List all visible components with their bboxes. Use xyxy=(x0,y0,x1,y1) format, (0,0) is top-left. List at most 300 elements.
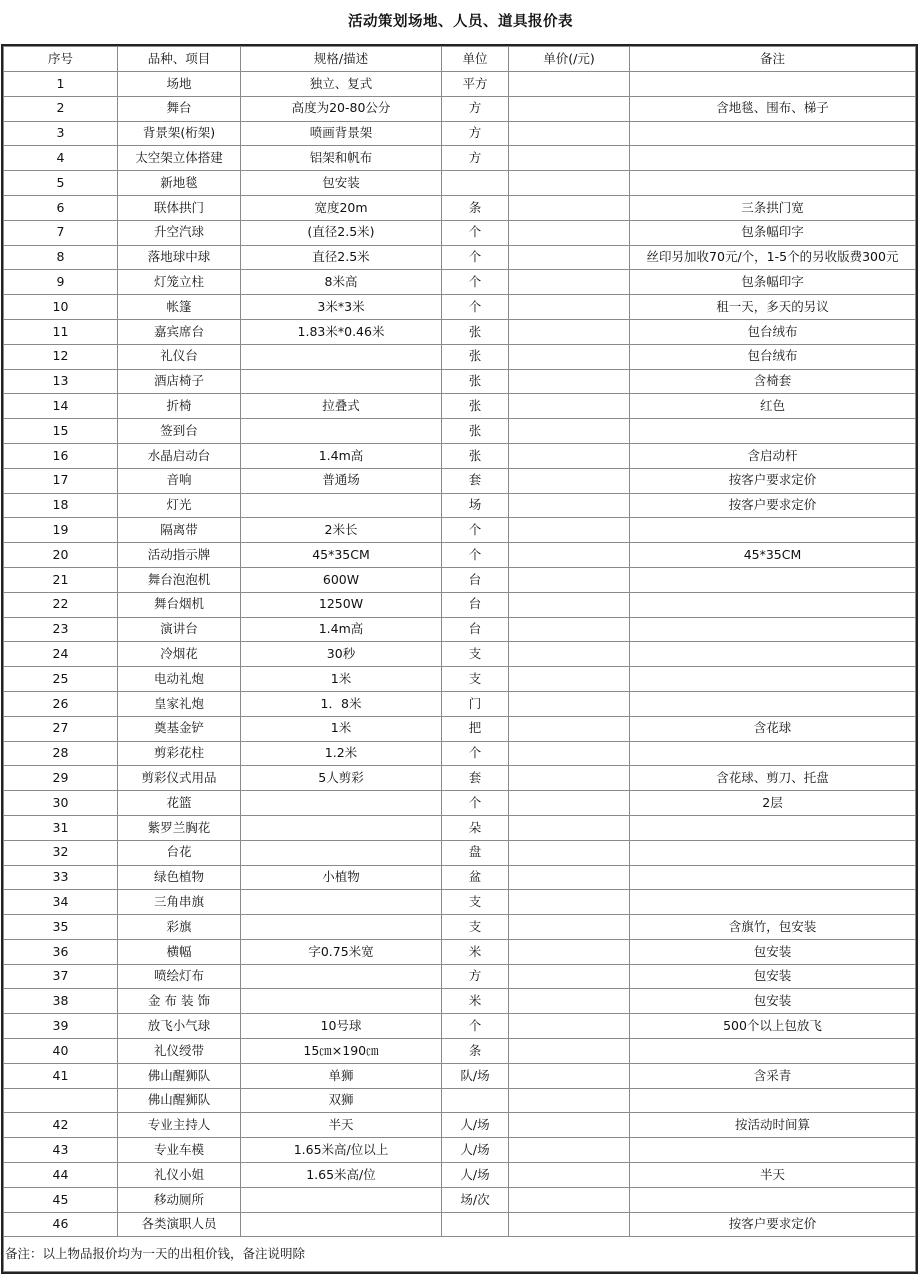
index-cell: 18 xyxy=(4,493,118,518)
spec-cell xyxy=(241,1212,442,1237)
table-row xyxy=(4,493,916,518)
spec-cell xyxy=(241,815,442,840)
unit-cell: 支 xyxy=(442,667,509,692)
item-cell: 背景架(桁架) xyxy=(118,121,241,146)
item-cell: 联体拱门 xyxy=(118,195,241,220)
remark-cell xyxy=(630,890,916,915)
index-cell: 14 xyxy=(4,394,118,419)
table-row xyxy=(4,518,916,543)
index-cell: 29 xyxy=(4,766,118,791)
remark-cell: 按客户要求定价 xyxy=(630,468,916,493)
item-cell: 酒店椅子 xyxy=(118,369,241,394)
index-cell: 9 xyxy=(4,270,118,295)
spec-cell: 15㎝×190㎝ xyxy=(241,1039,442,1064)
unit-cell: 个 xyxy=(442,220,509,245)
unit-cell: 朵 xyxy=(442,815,509,840)
item-cell: 灯光 xyxy=(118,493,241,518)
spec-cell: 直径2.5米 xyxy=(241,245,442,270)
unit-cell: 平方 xyxy=(442,72,509,97)
spec-cell: 小植物 xyxy=(241,865,442,890)
table-row xyxy=(4,915,916,940)
spec-cell: (直径2.5米) xyxy=(241,220,442,245)
item-cell: 嘉宾席台 xyxy=(118,319,241,344)
price-cell xyxy=(509,642,630,667)
item-cell: 升空汽球 xyxy=(118,220,241,245)
remark-cell xyxy=(630,1187,916,1212)
price-cell xyxy=(509,419,630,444)
price-cell xyxy=(509,443,630,468)
spec-cell: 2米长 xyxy=(241,518,442,543)
spec-cell: 独立、复式 xyxy=(241,72,442,97)
index-cell: 23 xyxy=(4,617,118,642)
remark-cell: 含启动杆 xyxy=(630,443,916,468)
unit-cell: 人/场 xyxy=(442,1163,509,1188)
item-cell: 放飞小气球 xyxy=(118,1014,241,1039)
unit-cell: 队/场 xyxy=(442,1063,509,1088)
unit-cell: 方 xyxy=(442,146,509,171)
table-row xyxy=(4,121,916,146)
index-cell: 2 xyxy=(4,96,118,121)
spec-cell: 8米高 xyxy=(241,270,442,295)
remark-cell: 含花球 xyxy=(630,716,916,741)
item-cell: 台花 xyxy=(118,840,241,865)
unit-cell: 个 xyxy=(442,245,509,270)
table-row xyxy=(4,171,916,196)
remark-cell: 2层 xyxy=(630,791,916,816)
header-index: 序号 xyxy=(4,47,118,72)
unit-cell: 套 xyxy=(442,766,509,791)
unit-cell: 个 xyxy=(442,270,509,295)
index-cell: 20 xyxy=(4,543,118,568)
remark-cell: 45*35CM xyxy=(630,543,916,568)
price-cell xyxy=(509,939,630,964)
remark-cell: 红色 xyxy=(630,394,916,419)
item-cell: 三角串旗 xyxy=(118,890,241,915)
unit-cell: 人/场 xyxy=(442,1113,509,1138)
remark-cell: 包条幅印字 xyxy=(630,220,916,245)
price-cell xyxy=(509,543,630,568)
item-cell: 落地球中球 xyxy=(118,245,241,270)
table-row xyxy=(4,989,916,1014)
price-cell xyxy=(509,766,630,791)
index-cell: 3 xyxy=(4,121,118,146)
index-cell: 1 xyxy=(4,72,118,97)
item-cell: 帐篷 xyxy=(118,295,241,320)
spec-cell xyxy=(241,915,442,940)
item-cell: 专业主持人 xyxy=(118,1113,241,1138)
spec-cell: 3米*3米 xyxy=(241,295,442,320)
index-cell: 17 xyxy=(4,468,118,493)
price-cell xyxy=(509,791,630,816)
spec-cell: 10号球 xyxy=(241,1014,442,1039)
unit-cell: 人/场 xyxy=(442,1138,509,1163)
unit-cell: 支 xyxy=(442,915,509,940)
index-cell: 40 xyxy=(4,1039,118,1064)
item-cell: 礼仪台 xyxy=(118,344,241,369)
index-cell: 6 xyxy=(4,195,118,220)
table-row xyxy=(4,1187,916,1212)
unit-cell: 方 xyxy=(442,964,509,989)
remark-cell: 包台绒布 xyxy=(630,344,916,369)
price-cell xyxy=(509,964,630,989)
remark-cell xyxy=(630,592,916,617)
item-cell: 横幅 xyxy=(118,939,241,964)
spec-cell xyxy=(241,344,442,369)
index-cell: 10 xyxy=(4,295,118,320)
table-row xyxy=(4,220,916,245)
spec-cell: 半天 xyxy=(241,1113,442,1138)
table-row xyxy=(4,295,916,320)
unit-cell: 门 xyxy=(442,691,509,716)
price-cell xyxy=(509,344,630,369)
index-cell: 28 xyxy=(4,741,118,766)
spec-cell: 1．8米 xyxy=(241,691,442,716)
price-cell xyxy=(509,667,630,692)
table-row xyxy=(4,419,916,444)
index-cell: 45 xyxy=(4,1187,118,1212)
spec-cell: 1.2米 xyxy=(241,741,442,766)
header-spec: 规格/描述 xyxy=(241,47,442,72)
price-cell xyxy=(509,890,630,915)
table-row xyxy=(4,667,916,692)
price-cell xyxy=(509,1113,630,1138)
unit-cell: 台 xyxy=(442,567,509,592)
price-cell xyxy=(509,96,630,121)
remark-cell xyxy=(630,518,916,543)
table-row xyxy=(4,344,916,369)
unit-cell: 台 xyxy=(442,617,509,642)
price-cell xyxy=(509,270,630,295)
table-row xyxy=(4,468,916,493)
table-row xyxy=(4,146,916,171)
price-cell xyxy=(509,493,630,518)
unit-cell: 张 xyxy=(442,319,509,344)
remark-cell xyxy=(630,567,916,592)
price-cell xyxy=(509,319,630,344)
unit-cell xyxy=(442,1088,509,1113)
price-cell xyxy=(509,195,630,220)
table-row xyxy=(4,1113,916,1138)
remark-cell xyxy=(630,617,916,642)
price-cell xyxy=(509,1187,630,1212)
remark-cell: 包安装 xyxy=(630,964,916,989)
price-cell xyxy=(509,989,630,1014)
spec-cell xyxy=(241,989,442,1014)
price-cell xyxy=(509,815,630,840)
table-row xyxy=(4,741,916,766)
remark-cell xyxy=(630,1138,916,1163)
table-row xyxy=(4,96,916,121)
unit-cell: 场 xyxy=(442,493,509,518)
table-row xyxy=(4,1088,916,1113)
item-cell: 活动指示牌 xyxy=(118,543,241,568)
spec-cell: 1.83米*0.46米 xyxy=(241,319,442,344)
remark-cell: 500个以上包放飞 xyxy=(630,1014,916,1039)
unit-cell: 张 xyxy=(442,419,509,444)
spec-cell: 1250W xyxy=(241,592,442,617)
remark-cell: 含花球、剪刀、托盘 xyxy=(630,766,916,791)
unit-cell: 个 xyxy=(442,741,509,766)
spec-cell xyxy=(241,1187,442,1212)
item-cell: 剪彩花柱 xyxy=(118,741,241,766)
unit-cell: 方 xyxy=(442,121,509,146)
remark-cell xyxy=(630,741,916,766)
price-cell xyxy=(509,72,630,97)
price-cell xyxy=(509,245,630,270)
item-cell: 金 布 装 饰 xyxy=(118,989,241,1014)
price-cell xyxy=(509,1088,630,1113)
spec-cell: 1.65米高/位 xyxy=(241,1163,442,1188)
unit-cell: 支 xyxy=(442,642,509,667)
remark-cell: 包安装 xyxy=(630,939,916,964)
header-remark: 备注 xyxy=(630,47,916,72)
index-cell: 34 xyxy=(4,890,118,915)
table-row xyxy=(4,1212,916,1237)
spec-cell xyxy=(241,493,442,518)
price-cell xyxy=(509,840,630,865)
price-cell xyxy=(509,567,630,592)
item-cell: 电动礼炮 xyxy=(118,667,241,692)
item-cell: 喷绘灯布 xyxy=(118,964,241,989)
index-cell: 19 xyxy=(4,518,118,543)
index-cell: 39 xyxy=(4,1014,118,1039)
spec-cell: 拉叠式 xyxy=(241,394,442,419)
remark-cell: 按客户要求定价 xyxy=(630,1212,916,1237)
item-cell: 冷烟花 xyxy=(118,642,241,667)
item-cell: 紫罗兰胸花 xyxy=(118,815,241,840)
spec-cell xyxy=(241,964,442,989)
price-cell xyxy=(509,1138,630,1163)
unit-cell: 张 xyxy=(442,443,509,468)
spec-cell xyxy=(241,890,442,915)
price-cell xyxy=(509,171,630,196)
index-cell: 21 xyxy=(4,567,118,592)
table-row xyxy=(4,964,916,989)
table-row xyxy=(4,319,916,344)
index-cell: 7 xyxy=(4,220,118,245)
item-cell: 场地 xyxy=(118,72,241,97)
remark-cell xyxy=(630,1039,916,1064)
price-cell xyxy=(509,592,630,617)
page-title: 活动策划场地、人员、道具报价表 xyxy=(348,14,573,30)
index-cell xyxy=(4,1088,118,1113)
table-row xyxy=(4,592,916,617)
price-cell xyxy=(509,617,630,642)
item-cell: 舞台泡泡机 xyxy=(118,567,241,592)
spec-cell xyxy=(241,840,442,865)
price-cell xyxy=(509,1163,630,1188)
unit-cell: 个 xyxy=(442,1014,509,1039)
table-row xyxy=(4,1063,916,1088)
table-row xyxy=(4,840,916,865)
item-cell: 太空架立体搭建 xyxy=(118,146,241,171)
table-row xyxy=(4,766,916,791)
index-cell: 43 xyxy=(4,1138,118,1163)
index-cell: 36 xyxy=(4,939,118,964)
item-cell: 水晶启动台 xyxy=(118,443,241,468)
spec-cell: 单狮 xyxy=(241,1063,442,1088)
remark-cell: 包安装 xyxy=(630,989,916,1014)
unit-cell: 米 xyxy=(442,939,509,964)
remark-cell xyxy=(630,865,916,890)
spec-cell xyxy=(241,791,442,816)
unit-cell: 张 xyxy=(442,369,509,394)
price-cell xyxy=(509,1212,630,1237)
table-row xyxy=(4,1014,916,1039)
remark-cell xyxy=(630,840,916,865)
price-cell xyxy=(509,121,630,146)
spec-cell: 30秒 xyxy=(241,642,442,667)
table-row xyxy=(4,642,916,667)
price-cell xyxy=(509,295,630,320)
table-row xyxy=(4,691,916,716)
item-cell: 佛山醒狮队 xyxy=(118,1088,241,1113)
remark-cell: 丝印另加收70元/个，1-5个的另收版费300元 xyxy=(630,245,916,270)
unit-cell xyxy=(442,171,509,196)
unit-cell: 张 xyxy=(442,344,509,369)
index-cell: 26 xyxy=(4,691,118,716)
index-cell: 31 xyxy=(4,815,118,840)
spec-cell: 600W xyxy=(241,567,442,592)
price-cell xyxy=(509,369,630,394)
remark-cell: 含地毯、围布、梯子 xyxy=(630,96,916,121)
remark-cell: 三条拱门宽 xyxy=(630,195,916,220)
index-cell: 24 xyxy=(4,642,118,667)
unit-cell: 盘 xyxy=(442,840,509,865)
remark-cell: 按客户要求定价 xyxy=(630,493,916,518)
spec-cell: 双狮 xyxy=(241,1088,442,1113)
remark-cell: 包台绒布 xyxy=(630,319,916,344)
item-cell: 演讲台 xyxy=(118,617,241,642)
item-cell: 折椅 xyxy=(118,394,241,419)
item-cell: 音响 xyxy=(118,468,241,493)
unit-cell: 把 xyxy=(442,716,509,741)
index-cell: 5 xyxy=(4,171,118,196)
spec-cell: 5人剪彩 xyxy=(241,766,442,791)
table-row xyxy=(4,617,916,642)
index-cell: 35 xyxy=(4,915,118,940)
remark-cell: 包条幅印字 xyxy=(630,270,916,295)
table-row xyxy=(4,543,916,568)
index-cell: 30 xyxy=(4,791,118,816)
price-table xyxy=(3,46,916,1272)
spec-cell: 1米 xyxy=(241,716,442,741)
item-cell: 舞台烟机 xyxy=(118,592,241,617)
unit-cell: 米 xyxy=(442,989,509,1014)
index-cell: 11 xyxy=(4,319,118,344)
table-row xyxy=(4,72,916,97)
item-cell: 灯笼立柱 xyxy=(118,270,241,295)
remark-cell: 按活动时间算 xyxy=(630,1113,916,1138)
spec-cell: 1.4m高 xyxy=(241,617,442,642)
remark-cell xyxy=(630,146,916,171)
unit-cell: 个 xyxy=(442,543,509,568)
spec-cell: 包安装 xyxy=(241,171,442,196)
unit-cell xyxy=(442,1212,509,1237)
unit-cell: 条 xyxy=(442,195,509,220)
remark-cell: 含椅套 xyxy=(630,369,916,394)
remark-cell xyxy=(630,419,916,444)
index-cell: 15 xyxy=(4,419,118,444)
header-item: 品种、项目 xyxy=(118,47,241,72)
unit-cell: 支 xyxy=(442,890,509,915)
index-cell: 16 xyxy=(4,443,118,468)
price-cell xyxy=(509,468,630,493)
price-cell xyxy=(509,1014,630,1039)
unit-cell: 个 xyxy=(442,518,509,543)
unit-cell: 场/次 xyxy=(442,1187,509,1212)
table-row xyxy=(4,443,916,468)
item-cell: 花篮 xyxy=(118,791,241,816)
table-row xyxy=(4,815,916,840)
item-cell: 移动厕所 xyxy=(118,1187,241,1212)
table-row xyxy=(4,1138,916,1163)
item-cell: 舞台 xyxy=(118,96,241,121)
header-price: 单价(/元) xyxy=(509,47,630,72)
index-cell: 32 xyxy=(4,840,118,865)
price-cell xyxy=(509,741,630,766)
spec-cell: 1.4m高 xyxy=(241,443,442,468)
index-cell: 8 xyxy=(4,245,118,270)
index-cell: 25 xyxy=(4,667,118,692)
table-row xyxy=(4,890,916,915)
table-row xyxy=(4,369,916,394)
header-unit: 单位 xyxy=(442,47,509,72)
remark-cell xyxy=(630,72,916,97)
item-cell: 专业车模 xyxy=(118,1138,241,1163)
table-row xyxy=(4,791,916,816)
item-cell: 隔离带 xyxy=(118,518,241,543)
item-cell: 剪彩仪式用品 xyxy=(118,766,241,791)
item-cell: 彩旗 xyxy=(118,915,241,940)
remark-cell xyxy=(630,642,916,667)
item-cell: 皇家礼炮 xyxy=(118,691,241,716)
table-row xyxy=(4,939,916,964)
unit-cell: 盆 xyxy=(442,865,509,890)
price-cell xyxy=(509,146,630,171)
price-table-container xyxy=(1,44,918,1274)
index-cell: 42 xyxy=(4,1113,118,1138)
table-body xyxy=(4,72,916,1237)
footnote-row xyxy=(4,1237,916,1272)
unit-cell: 台 xyxy=(442,592,509,617)
remark-cell: 含旗竹，包安装 xyxy=(630,915,916,940)
remark-cell xyxy=(630,121,916,146)
item-cell: 佛山醒狮队 xyxy=(118,1063,241,1088)
remark-cell xyxy=(630,1088,916,1113)
item-cell: 礼仪小姐 xyxy=(118,1163,241,1188)
unit-cell: 张 xyxy=(442,394,509,419)
spec-cell: 45*35CM xyxy=(241,543,442,568)
spec-cell: 宽度20m xyxy=(241,195,442,220)
table-row xyxy=(4,195,916,220)
item-cell: 礼仪绶带 xyxy=(118,1039,241,1064)
index-cell: 4 xyxy=(4,146,118,171)
price-cell xyxy=(509,865,630,890)
item-cell: 绿色植物 xyxy=(118,865,241,890)
index-cell: 13 xyxy=(4,369,118,394)
spec-cell xyxy=(241,419,442,444)
index-cell: 22 xyxy=(4,592,118,617)
index-cell: 12 xyxy=(4,344,118,369)
header-row xyxy=(4,47,916,72)
unit-cell: 方 xyxy=(442,96,509,121)
item-cell: 签到台 xyxy=(118,419,241,444)
spec-cell: 字0.75米宽 xyxy=(241,939,442,964)
price-cell xyxy=(509,1063,630,1088)
unit-cell: 个 xyxy=(442,791,509,816)
spec-cell: 喷画背景架 xyxy=(241,121,442,146)
